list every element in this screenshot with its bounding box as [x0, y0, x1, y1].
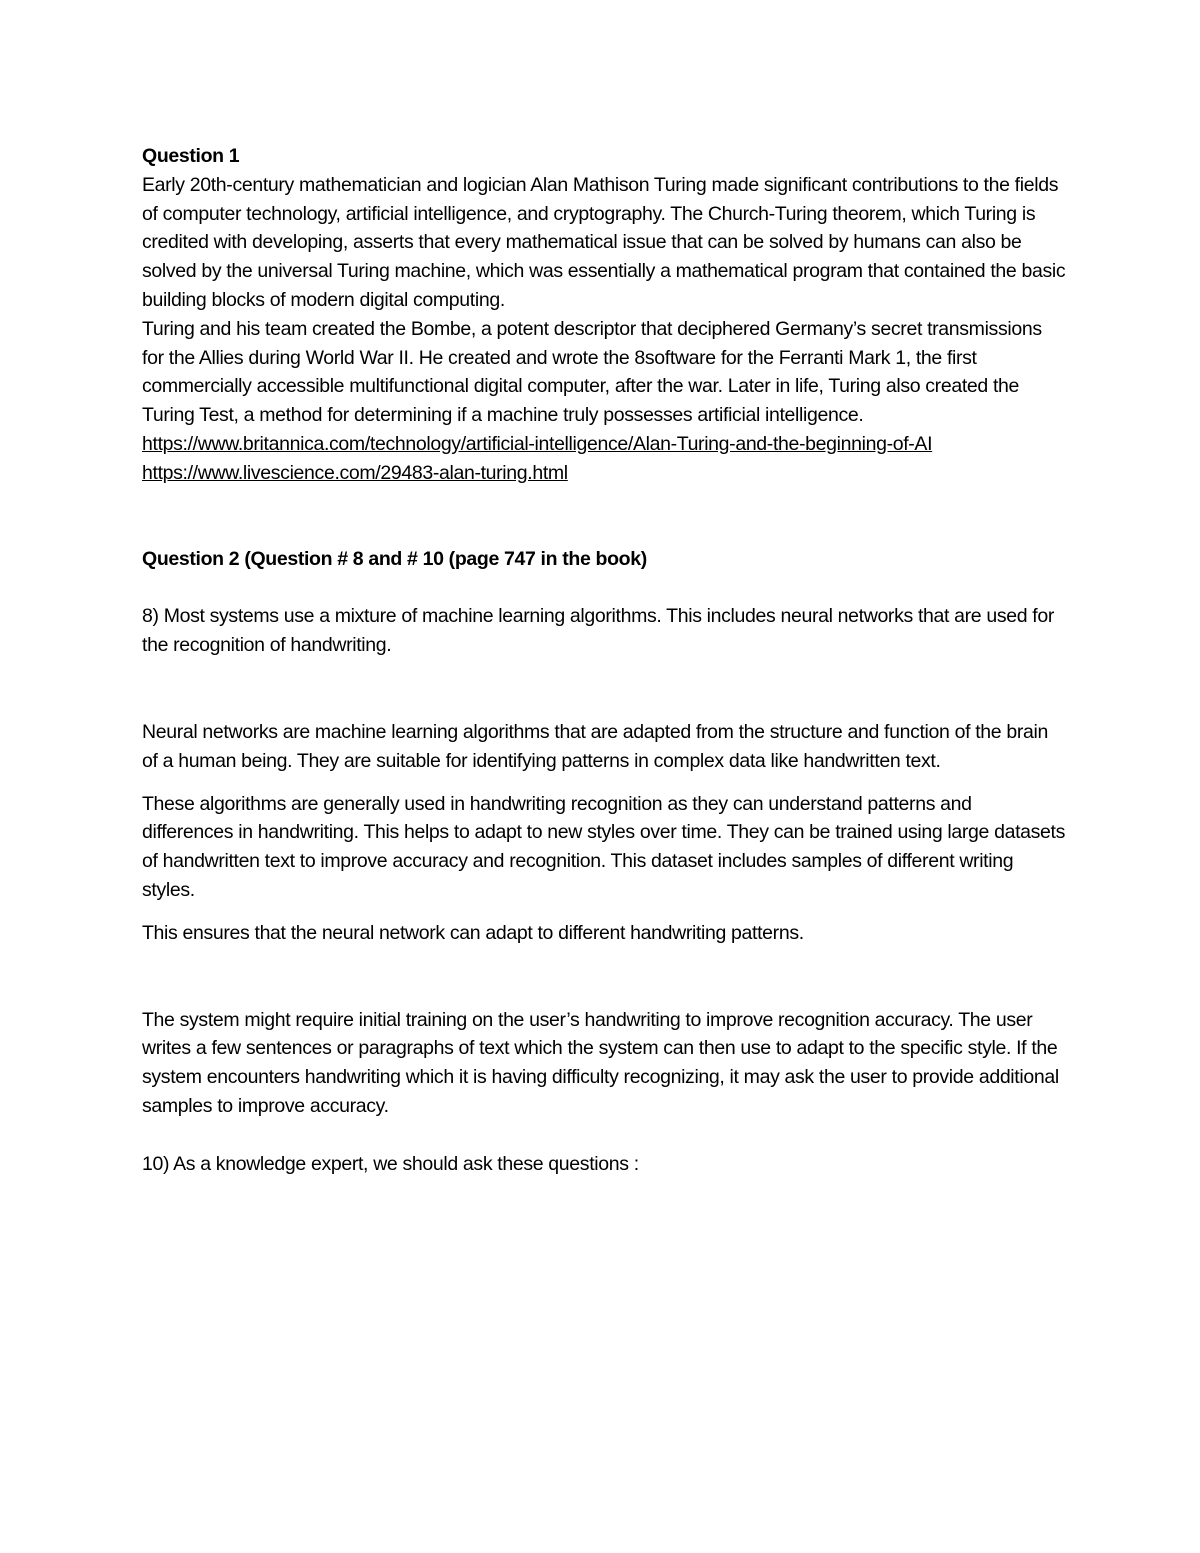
spacer [142, 573, 1067, 602]
livescience-link[interactable]: https://www.livescience.com/29483-alan-turing.html [142, 461, 568, 484]
answer-10-paragraph: 10) As a knowledge expert, we should ask these questions : [142, 1152, 639, 1175]
question-2-heading: Question 2 (Question # 8 and # 10 (page 747 in the book) [142, 547, 647, 570]
question-1-paragraph-bombe: Turing and his team created the Bombe, a potent descriptor that deciphered Germany’s secret transmissions for the Allies during World War II. He created and wrote the 8software for the Ferranti Mark 1, the first commercially accessible multifunctional digital computer, after the war. Later in life, Turing also created the Turing Test, a method for determining if a machine truly possesses artificial intelligence. [142, 317, 1042, 427]
algorithms-paragraph: These algorithms are generally used in handwriting recognition as they can understand patterns and differences in handwriting. This helps to adapt to new styles over time. They can be trained using large datasets of handwritten text to improve accuracy and recognition. This dataset includes samples of different writing styles. [142, 792, 1066, 901]
spacer [142, 776, 1067, 790]
document-body [142, 142, 1067, 1179]
spacer [142, 905, 1067, 919]
answer-8-paragraph: 8) Most systems use a mixture of machine learning algorithms. This includes neural networks that are used for the recognition of handwriting. [142, 605, 1054, 657]
spacer [142, 948, 1067, 1006]
spacer [142, 660, 1067, 718]
question-1-heading: Question 1 [142, 145, 240, 167]
ensures-paragraph: This ensures that the neural network can adapt to different handwriting patterns. [142, 921, 804, 944]
spacer [142, 488, 1067, 545]
spacer [142, 1121, 1067, 1150]
britannica-link[interactable]: https://www.britannica.com/technology/artificial-intelligence/Alan-Turing-and-the-beginning-of-AI [142, 432, 933, 455]
question-1-paragraph-turing-intro: Early 20th-century mathematician and logician Alan Mathison Turing made significant contributions to the fields of computer technology, artificial intelligence, and cryptography. The Church-Turing theorem, which Turing is credited with developing, asserts that every mathematical issue that can be solved by humans can also be solved by the universal Turing machine, which was essentially a mathematical program that contained the basic building blocks of modern digital computing. [142, 173, 1066, 311]
initial-training-paragraph: The system might require initial training on the user’s handwriting to improve recognition accuracy. The user writes a few sentences or paragraphs of text which the system can then use to adapt to the specific style. If the system encounters handwriting which it is having difficulty recognizing, it may ask the user to provide additional samples to improve accuracy. [142, 1008, 1059, 1117]
neural-networks-paragraph: Neural networks are machine learning algorithms that are adapted from the structure and function of the brain of a human being. They are suitable for identifying patterns in complex data like handwritten text. [142, 720, 1048, 772]
